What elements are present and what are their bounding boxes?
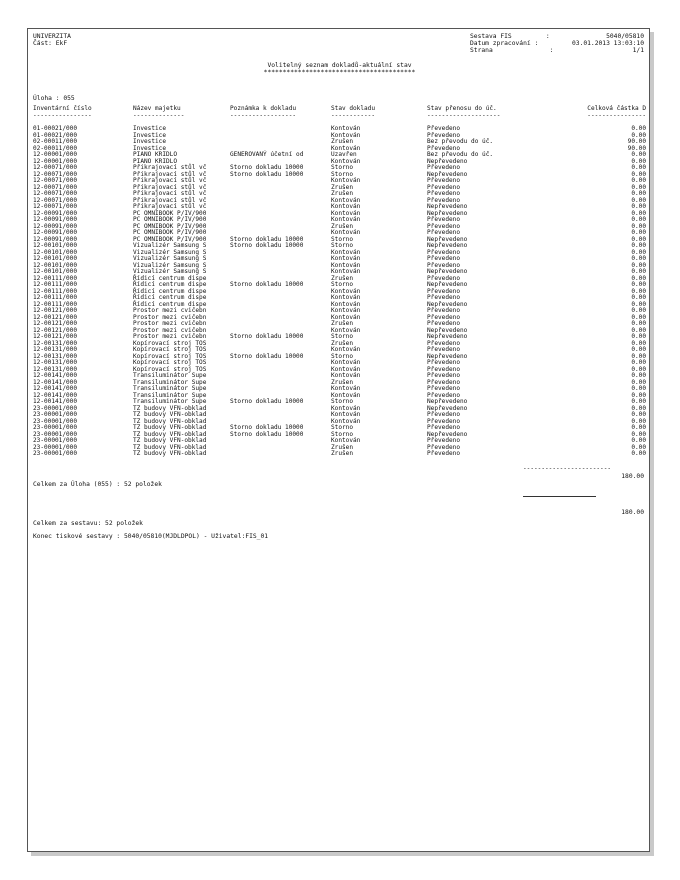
asset-name: Přikrajovací stůl vč [133, 164, 207, 171]
transfer-status: Bez převodu do úč. [427, 138, 494, 145]
document-note: GENEROVANÝ účetní od [230, 151, 304, 158]
total-amount: 0.00 [631, 164, 646, 171]
document-status: Kontován [331, 417, 361, 425]
transfer-status: Převedeno [427, 372, 461, 379]
report-title-underline: **************************************** [263, 69, 416, 76]
inventory-number: 12-00121/000 [33, 320, 78, 327]
total-amount: 0.00 [631, 170, 646, 178]
asset-name: TZ budovy VFN-obklad [133, 404, 207, 412]
transfer-status: Převedeno [427, 255, 461, 262]
inventory-number: 12-00071/000 [33, 170, 78, 178]
total-amount: 0.00 [631, 313, 646, 321]
report-footer: Konec tiskové sestavy : 5040/05810(MJDLDPOL) - Uživatel:FIS_01 [33, 533, 269, 540]
asset-name: TZ budovy VFN-obklad [133, 424, 207, 431]
document-status: Kontován [331, 313, 361, 321]
document-status: Storno [331, 170, 354, 178]
inventory-number: 12-00091/000 [33, 235, 78, 243]
inventory-number: 12-00141/000 [33, 372, 78, 379]
inventory-number: 02-00011/000 [33, 138, 78, 145]
document-status: Kontován [331, 326, 361, 334]
total-amount: 0.00 [631, 398, 646, 405]
document-status: Zrušen [331, 274, 354, 282]
subtotal-label: Celkem za Úloha (055) : 52 položek [33, 481, 162, 488]
total-amount: 0.00 [631, 391, 646, 399]
transfer-status: Nepřevedeno [427, 157, 468, 165]
transfer-status: Nepřevedeno [427, 235, 468, 243]
document-status: Zrušen [331, 190, 354, 197]
total-amount: 0.00 [631, 359, 646, 366]
inventory-number: 12-00141/000 [33, 398, 78, 405]
total-amount: 0.00 [631, 424, 646, 431]
asset-name: PIANO KRIDLO [133, 151, 178, 158]
total-amount: 90.00 [627, 144, 646, 152]
inventory-number: 12-00141/000 [33, 391, 78, 399]
transfer-status: Převedeno [427, 177, 461, 184]
asset-name: PC OMNIBOOK P/IV/900 [133, 222, 207, 230]
total-amount: 0.00 [631, 404, 646, 412]
transfer-status: Převedeno [427, 287, 461, 295]
transfer-status: Převedeno [427, 339, 461, 347]
document-status: Zrušen [331, 378, 354, 386]
total-amount: 0.00 [631, 320, 646, 327]
column-header: Poznámka k dokladu [230, 105, 297, 112]
column-separator: -------------- [133, 111, 185, 119]
document-status: Kontován [331, 131, 361, 139]
section-label: Úloha : 055 [33, 95, 75, 102]
document-note: Storno dokladu 10000 [230, 164, 304, 171]
asset-name: Přikrajovací stůl vč [133, 183, 207, 191]
total-amount: 0.00 [631, 339, 646, 347]
document-status: Storno [331, 352, 354, 360]
document-status: Zrušen [331, 138, 354, 145]
column-header: Stav přenosu do úč. [427, 105, 497, 112]
total-amount: 90.00 [627, 138, 646, 145]
transfer-status: Převedeno [427, 222, 461, 230]
asset-name: Transiluminátor Supe [133, 391, 207, 399]
document-status: Kontován [331, 144, 361, 152]
document-note: Storno dokladu 10000 [230, 170, 304, 178]
inventory-number: 23-00001/000 [33, 404, 78, 412]
document-note: Storno dokladu 10000 [230, 333, 304, 340]
asset-name: PC OMNIBOOK P/IV/900 [133, 209, 207, 217]
transfer-status: Nepřevedeno [427, 300, 468, 308]
asset-name: Prostor mezi cvičebn [133, 333, 207, 340]
transfer-status: Převedeno [427, 437, 461, 444]
transfer-status: Nepřevedeno [427, 404, 468, 412]
document-status: Kontován [331, 125, 361, 132]
inventory-number: 12-00091/000 [33, 209, 78, 217]
total-amount: 0.00 [631, 437, 646, 444]
inventory-number: 12-00131/000 [33, 339, 78, 347]
transfer-status: Nepřevedeno [427, 170, 468, 178]
asset-name: Investice [133, 131, 167, 139]
document-status: Kontován [331, 404, 361, 412]
inventory-number: 01-00021/000 [33, 125, 78, 132]
transfer-status: Převedeno [427, 443, 461, 451]
document-status: Uzavřen [331, 151, 357, 158]
column-header: Název majetku [133, 105, 181, 112]
transfer-status: Nepřevedeno [427, 203, 468, 210]
asset-name: Transiluminátor Supe [133, 378, 207, 386]
transfer-status: Převedeno [427, 144, 461, 152]
transfer-status: Převedeno [427, 248, 461, 256]
inventory-number: 12-00111/000 [33, 274, 78, 282]
asset-name: Kopírovací stroj TOS [133, 339, 207, 347]
total-amount: 0.00 [631, 255, 646, 262]
document-status: Kontován [331, 203, 361, 210]
page-shadow-bottom [31, 852, 654, 856]
transfer-status: Převedeno [427, 450, 461, 457]
column-header: Celková částka D [587, 105, 646, 112]
asset-name: PC OMNIBOOK P/IV/900 [133, 229, 207, 236]
document-status: Storno [331, 164, 354, 171]
document-status: Zrušen [331, 183, 354, 191]
inventory-number: 12-00121/000 [33, 307, 78, 314]
total-amount: 0.00 [631, 196, 646, 204]
asset-name: TZ budovy VFN-obklad [133, 437, 207, 444]
asset-name: Přikrajovací stůl vč [133, 190, 207, 197]
total-amount: 0.00 [631, 326, 646, 334]
transfer-status: Převedeno [427, 125, 461, 132]
document-status: Kontován [331, 294, 361, 301]
document-status: Kontován [331, 248, 361, 256]
asset-name: PC OMNIBOOK P/IV/900 [133, 216, 207, 223]
transfer-status: Převedeno [427, 417, 461, 425]
document-status: Storno [331, 398, 354, 405]
document-note: Storno dokladu 10000 [230, 352, 304, 360]
inventory-number: 12-00141/000 [33, 378, 78, 386]
total-amount: 0.00 [631, 385, 646, 392]
total-amount: 0.00 [631, 346, 646, 353]
inventory-number: 12-00121/000 [33, 313, 78, 321]
column-header-row [33, 106, 646, 119]
inventory-number: 12-00101/000 [33, 261, 78, 269]
total-amount: 0.00 [631, 209, 646, 217]
transfer-status: Převedeno [427, 131, 461, 139]
total-amount: 0.00 [631, 151, 646, 158]
total-rule [523, 496, 596, 497]
asset-name: Transiluminátor Supe [133, 385, 207, 392]
transfer-status: Převedeno [427, 294, 461, 301]
transfer-status: Nepřevedeno [427, 326, 468, 334]
transfer-status: Převedeno [427, 190, 461, 197]
asset-name: PIANO KRIDLO [133, 157, 178, 165]
total-label: Celkem za sestavu: 52 položek [33, 520, 143, 527]
inventory-number: 23-00001/000 [33, 424, 78, 431]
inventory-number: 02-00011/000 [33, 144, 78, 152]
total-amount: 0.00 [631, 307, 646, 314]
report-page [27, 28, 650, 852]
document-status: Storno [331, 242, 354, 249]
inventory-number: 12-00091/000 [33, 222, 78, 230]
inventory-number: 12-00111/000 [33, 281, 78, 288]
inventory-number: 12-00071/000 [33, 177, 78, 184]
asset-name: TZ budovy VFN-obklad [133, 443, 207, 451]
document-status: Storno [331, 333, 354, 340]
asset-name: Řídicí centrum dispe [133, 281, 207, 288]
total-amount: 0.00 [631, 216, 646, 223]
transfer-status: Převedeno [427, 320, 461, 327]
asset-name: Vizualizér Samsung S [133, 261, 207, 269]
transfer-status: Převedeno [427, 346, 461, 353]
total-amount: 0.00 [631, 248, 646, 256]
asset-name: Investice [133, 125, 167, 132]
transfer-status: Nepřevedeno [427, 281, 468, 288]
inventory-number: 12-00071/000 [33, 164, 78, 171]
total-amount: 0.00 [631, 242, 646, 249]
document-status: Zrušen [331, 222, 354, 230]
inventory-number: 12-00111/000 [33, 294, 78, 301]
document-status: Kontován [331, 209, 361, 217]
inventory-number: 12-00141/000 [33, 385, 78, 392]
asset-name: Přikrajovací stůl vč [133, 196, 207, 204]
document-status: Kontován [331, 346, 361, 353]
total-amount: 0.00 [631, 222, 646, 230]
asset-name: Řídicí centrum dispe [133, 287, 207, 295]
total-amount: 0.00 [631, 235, 646, 243]
asset-name: Kopírovací stroj TOS [133, 346, 207, 353]
document-status: Kontován [331, 385, 361, 392]
total-amount: 0.00 [631, 229, 646, 236]
total-amount: 0.00 [631, 131, 646, 139]
transfer-status: Převedeno [427, 183, 461, 191]
transfer-status: Převedeno [427, 365, 461, 373]
total-amount: 0.00 [631, 157, 646, 165]
document-status: Kontován [331, 372, 361, 379]
report-title: Volitelný seznam dokladů-aktuální stav [267, 62, 412, 69]
org-name: UNIVERZITA [33, 33, 71, 40]
column-separator: ---------------- [587, 111, 646, 119]
transfer-status: Převedeno [427, 274, 461, 282]
document-status: Kontován [331, 229, 361, 236]
transfer-status: Nepřevedeno [427, 209, 468, 217]
transfer-status: Nepřevedeno [427, 352, 468, 360]
inventory-number: 12-00001/000 [33, 151, 78, 158]
total-amount: 0.00 [631, 274, 646, 282]
total-amount: 0.00 [631, 261, 646, 269]
transfer-status: Převedeno [427, 216, 461, 223]
document-note: Storno dokladu 10000 [230, 430, 304, 438]
asset-name: Investice [133, 144, 167, 152]
document-note: Storno dokladu 10000 [230, 424, 304, 431]
inventory-number: 12-00001/000 [33, 157, 78, 165]
transfer-status: Nepřevedeno [427, 242, 468, 249]
inventory-number: 23-00001/000 [33, 437, 78, 444]
document-status: Kontován [331, 391, 361, 399]
transfer-status: Bez převodu do úč. [427, 151, 494, 158]
document-status: Kontován [331, 287, 361, 295]
asset-name: TZ budovy VFN-obklad [133, 411, 207, 418]
page-shadow-right [650, 32, 654, 855]
asset-name: Řídicí centrum dispe [133, 300, 207, 308]
document-status: Kontován [331, 177, 361, 184]
inventory-number: 12-00131/000 [33, 365, 78, 373]
document-status: Storno [331, 235, 354, 243]
total-amount: 0.00 [631, 203, 646, 210]
document-status: Kontován [331, 437, 361, 444]
inventory-number: 12-00071/000 [33, 196, 78, 204]
asset-name: Prostor mezi cvičebn [133, 313, 207, 321]
asset-name: Kopírovací stroj TOS [133, 352, 207, 360]
document-note: Storno dokladu 10000 [230, 235, 304, 243]
document-status: Zrušen [331, 320, 354, 327]
document-status: Kontován [331, 307, 361, 314]
column-header: Inventární číslo [33, 105, 92, 112]
asset-name: Kopírovací stroj TOS [133, 365, 207, 373]
transfer-status: Převedeno [427, 411, 461, 418]
inventory-number: 23-00001/000 [33, 450, 78, 457]
asset-name: Transiluminátor Supe [133, 398, 207, 405]
total-amount: 0.00 [631, 417, 646, 425]
inventory-number: 12-00101/000 [33, 242, 78, 249]
asset-name: Řídicí centrum dispe [133, 294, 207, 301]
asset-name: TZ budovy VFN-obklad [133, 450, 207, 457]
inventory-number: 12-00071/000 [33, 203, 78, 210]
table-row [33, 451, 646, 458]
total-amount: 0.00 [631, 411, 646, 418]
subtotal-dash-line: ------------------------ [523, 465, 612, 472]
document-status: Kontován [331, 300, 361, 308]
asset-name: Vizualizér Samsung S [133, 242, 207, 249]
document-status: Zrušen [331, 339, 354, 347]
inventory-number: 12-00131/000 [33, 346, 78, 353]
document-status: Kontován [331, 365, 361, 373]
document-status: Storno [331, 281, 354, 288]
column-header: Stav dokladu [331, 105, 376, 112]
inventory-number: 23-00001/000 [33, 430, 78, 438]
document-status: Kontován [331, 261, 361, 269]
document-status: Kontován [331, 216, 361, 223]
transfer-status: Nepřevedeno [427, 398, 468, 405]
document-status: Storno [331, 430, 354, 438]
inventory-number: 12-00121/000 [33, 333, 78, 340]
asset-name: TZ budovy VFN-obklad [133, 430, 207, 438]
transfer-status: Nepřevedeno [427, 333, 468, 340]
document-status: Storno [331, 424, 354, 431]
document-note: Storno dokladu 10000 [230, 398, 304, 405]
subtotal-value: 180.00 [621, 473, 644, 480]
document-status: Kontován [331, 157, 361, 165]
column-separator: -------------------- [427, 111, 501, 119]
asset-name: PC OMNIBOOK P/IV/900 [133, 235, 207, 243]
transfer-status: Převedeno [427, 196, 461, 204]
asset-name: Vizualizér Samsung S [133, 255, 207, 262]
transfer-status: Nepřevedeno [427, 268, 468, 275]
inventory-number: 12-00071/000 [33, 190, 78, 197]
total-amount: 0.00 [631, 125, 646, 132]
total-amount: 0.00 [631, 443, 646, 451]
inventory-number: 12-00131/000 [33, 359, 78, 366]
total-amount: 0.00 [631, 190, 646, 197]
report-table-body [33, 126, 646, 458]
document-status: Zrušen [331, 443, 354, 451]
total-amount: 0.00 [631, 450, 646, 457]
total-amount: 0.00 [631, 287, 646, 295]
total-amount: 0.00 [631, 177, 646, 184]
transfer-status: Převedeno [427, 359, 461, 366]
inventory-number: 12-00131/000 [33, 352, 78, 360]
transfer-status: Převedeno [427, 307, 461, 314]
inventory-number: 12-00101/000 [33, 248, 78, 256]
transfer-status: Převedeno [427, 261, 461, 269]
inventory-number: 23-00001/000 [33, 417, 78, 425]
asset-name: Přikrajovací stůl vč [133, 170, 207, 178]
asset-name: Vizualizér Samsung S [133, 268, 207, 275]
column-separator: ---------------- [33, 111, 92, 119]
asset-name: Řídicí centrum dispe [133, 274, 207, 282]
asset-name: TZ budovy VFN-obklad [133, 417, 207, 425]
transfer-status: Převedeno [427, 391, 461, 399]
asset-name: Prostor mezi cvičebn [133, 320, 207, 327]
document-note: Storno dokladu 10000 [230, 242, 304, 249]
inventory-number: 12-00111/000 [33, 287, 78, 295]
document-note: Storno dokladu 10000 [230, 281, 304, 288]
inventory-number: 12-00071/000 [33, 183, 78, 191]
report-header-left [33, 33, 71, 47]
total-value: 180.00 [621, 509, 644, 516]
document-status: Kontován [331, 196, 361, 204]
column-separator: ------------ [331, 111, 376, 119]
document-status: Kontován [331, 255, 361, 262]
asset-name: Investice [133, 138, 167, 145]
document-status: Kontován [331, 359, 361, 366]
transfer-status: Převedeno [427, 385, 461, 392]
inventory-number: 12-00101/000 [33, 268, 78, 275]
total-amount: 0.00 [631, 300, 646, 308]
inventory-number: 12-00111/000 [33, 300, 78, 308]
org-part: Část: EkF [33, 40, 68, 47]
asset-name: Kopírovací stroj TOS [133, 359, 207, 366]
transfer-status: Převedeno [427, 229, 461, 236]
inventory-number: 12-00091/000 [33, 216, 78, 223]
asset-name: Přikrajovací stůl vč [133, 203, 207, 210]
transfer-status: Nepřevedeno [427, 430, 468, 438]
total-amount: 0.00 [631, 430, 646, 438]
total-amount: 0.00 [631, 294, 646, 301]
document-status: Kontován [331, 411, 361, 418]
document-status: Zrušen [331, 450, 354, 457]
transfer-status: Převedeno [427, 164, 461, 171]
inventory-number: 23-00001/000 [33, 411, 78, 418]
column-separator: ------------------ [230, 111, 297, 119]
total-amount: 0.00 [631, 378, 646, 386]
total-amount: 0.00 [631, 365, 646, 373]
total-amount: 0.00 [631, 268, 646, 275]
transfer-status: Převedeno [427, 313, 461, 321]
asset-name: Prostor mezi cvičebn [133, 307, 207, 314]
inventory-number: 01-00021/000 [33, 131, 78, 139]
total-amount: 0.00 [631, 281, 646, 288]
report-header-labels: Sestava FIS : Datum zpracování : Strana : [470, 33, 554, 54]
total-amount: 0.00 [631, 352, 646, 360]
asset-name: Přikrajovací stůl vč [133, 177, 207, 184]
total-amount: 0.00 [631, 333, 646, 340]
report-header-values: 5040/05810 03.01.2013 13:03:10 1/1 [571, 33, 644, 54]
inventory-number: 23-00001/000 [33, 443, 78, 451]
asset-name: Vizualizér Samsung S [133, 248, 207, 256]
inventory-number: 12-00121/000 [33, 326, 78, 334]
inventory-number: 12-00101/000 [33, 255, 78, 262]
asset-name: Transiluminátor Supe [133, 372, 207, 379]
document-status: Kontován [331, 268, 361, 275]
transfer-status: Převedeno [427, 378, 461, 386]
asset-name: Prostor mezi cvičebn [133, 326, 207, 334]
total-amount: 0.00 [631, 183, 646, 191]
total-amount: 0.00 [631, 372, 646, 379]
inventory-number: 12-00091/000 [33, 229, 78, 236]
transfer-status: Převedeno [427, 424, 461, 431]
